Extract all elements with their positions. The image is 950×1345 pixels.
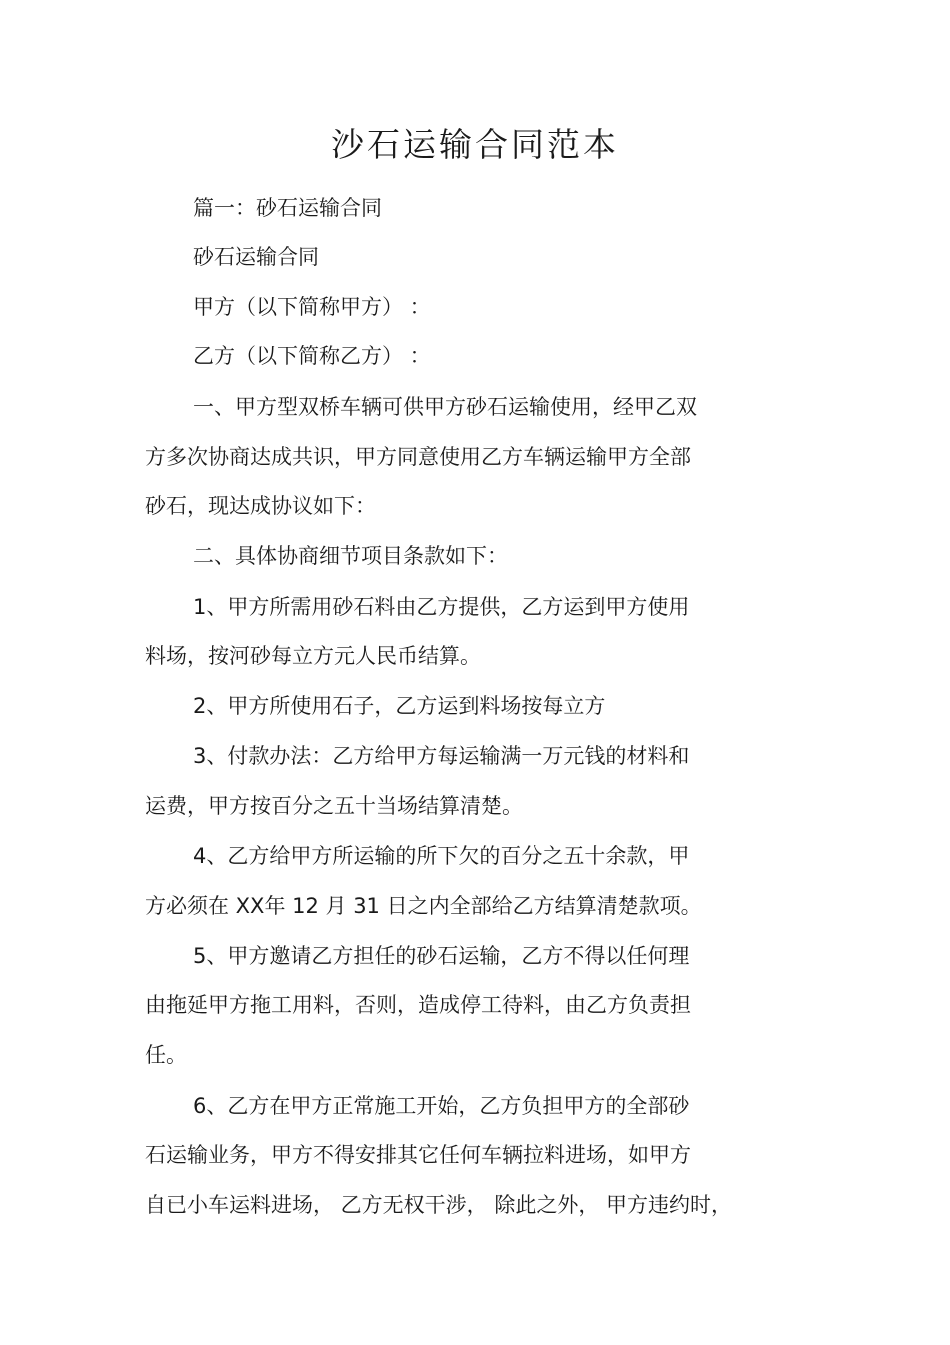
clause-one-line-3: 砂石，现达成协议如下： — [145, 494, 376, 518]
clause-two-heading: 二、具体协商细节项目条款如下： — [193, 544, 508, 568]
item-5-line-3: 任。 — [145, 1043, 187, 1067]
clause-one-line-2: 方多次协商达成共识，甲方同意使用乙方车辆运输甲方全部 — [145, 445, 691, 469]
item-3-line-2: 运费，甲方按百分之五十当场结算清楚。 — [145, 794, 523, 818]
item-5-line-1: 5、甲方邀请乙方担任的砂石运输，乙方不得以任何理 — [193, 944, 690, 968]
party-a-line: 甲方（以下简称甲方） ： — [193, 295, 431, 319]
item-6-line-2: 石运输业务，甲方不得安排其它任何车辆拉料进场，如甲方 — [145, 1143, 691, 1167]
contract-heading: 砂石运输合同 — [193, 245, 319, 269]
item-5-line-2: 由拖延甲方拖工用料，否则，造成停工待料，由乙方负责担 — [145, 993, 691, 1017]
section-heading-part-one: 篇一：砂石运输合同 — [193, 196, 382, 220]
item-6-line-3: 自已小车运料进场， 乙方无权干涉， 除此之外， 甲方违约时， — [145, 1193, 733, 1217]
clause-one-line-1: 一、甲方型双桥车辆可供甲方砂石运输使用，经甲乙双 — [193, 395, 697, 419]
item-4-line-2: 方必须在 XX年 12 月 31 日之内全部给乙方结算清楚款项。 — [145, 894, 702, 918]
item-1-line-2: 料场，按河砂每立方元人民币结算。 — [145, 644, 481, 668]
item-6-line-1: 6、乙方在甲方正常施工开始，乙方负担甲方的全部砂 — [193, 1094, 690, 1118]
item-4-line-1: 4、乙方给甲方所运输的所下欠的百分之五十余款，甲 — [193, 844, 690, 868]
item-1-line-1: 1、甲方所需用砂石料由乙方提供，乙方运到甲方使用 — [193, 595, 690, 619]
document-title: 沙石运输合同范本 — [331, 125, 619, 164]
item-3-line-1: 3、付款办法：乙方给甲方每运输满一万元钱的材料和 — [193, 744, 690, 768]
item-2-line-1: 2、甲方所使用石子，乙方运到料场按每立方 — [193, 694, 606, 718]
party-b-line: 乙方（以下简称乙方） ： — [193, 344, 431, 368]
